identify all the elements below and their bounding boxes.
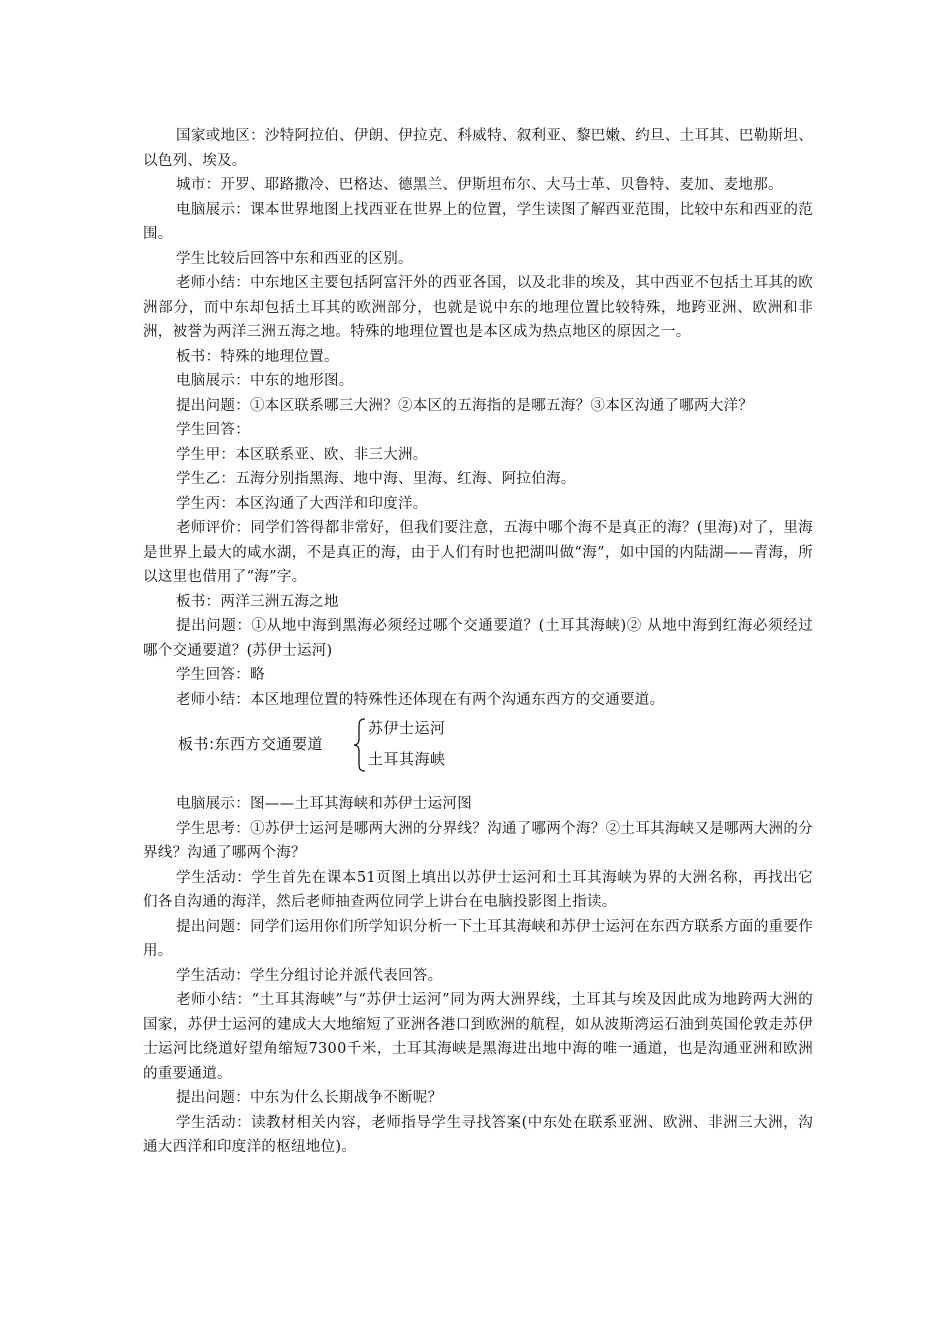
paragraph-teacher-summary-1: 老师小结：中东地区主要包括阿富汗外的西亚各国，以及北非的埃及，其中西亚不包括土耳其的欧洲部分，而中东却包括土耳其的欧洲部分，也就是说中东的地理位置比较特殊，地跨亚洲、欧洲和非洲，被誉为两洋三洲五海之地。特殊的地理位置也是本区成为热点地区的原因之一。 bbox=[143, 275, 813, 340]
paragraph-student-activity-1: 学生活动：学生首先在课本51页图上填出以苏伊士运河和土耳其海峡为界的大洲名称，再找出它们各自沟通的海洋，然后老师抽查两位同学上讲台在电脑投影图上指读。 bbox=[143, 869, 813, 910]
paragraph-board-1: 板书：特殊的地理位置。 bbox=[176, 348, 339, 365]
paragraph-board-2: 板书：两洋三洲五海之地 bbox=[176, 593, 339, 610]
paragraph-computer-show-strait: 电脑展示：图——土耳其海峡和苏伊士运河图 bbox=[176, 796, 472, 812]
paragraph-student-a: 学生甲：本区联系亚、欧、非三大洲。 bbox=[176, 446, 428, 463]
curly-brace-icon bbox=[353, 718, 367, 772]
board-diagram bbox=[143, 716, 813, 778]
document-page bbox=[143, 124, 813, 1160]
paragraph-student-activity-2: 学生活动：学生分组讨论并派代表回答。 bbox=[176, 967, 443, 984]
paragraph-question-1: 提出问题：①本区联系哪三大洲？②本区的五海指的是哪五海？③本区沟通了哪两大洋？ bbox=[176, 397, 754, 414]
board-item-suez-canal: 苏伊士运河 bbox=[368, 719, 446, 737]
text-block-bottom bbox=[143, 792, 813, 1160]
paragraph-cities: 城市：开罗、耶路撒冷、巴格达、德黑兰、伊斯坦布尔、大马士革、贝鲁特、麦加、麦地那。 bbox=[176, 177, 783, 193]
paragraph-student-b: 学生乙：五海分别指黑海、地中海、里海、红海、阿拉伯海。 bbox=[176, 471, 576, 487]
paragraph-teacher-evaluation: 老师评价：同学们答得都非常好，但我们要注意，五海中哪个海不是真正的海？(里海)对了，里海是世界上最大的咸水湖，不是真正的海，由于人们有时也把湖叫做“海”，如中国的内陆湖——青海，所以这里也借用了“海”字。 bbox=[143, 520, 813, 585]
paragraph-question-3: 提出问题：同学们运用你们所学知识分析一下土耳其海峡和苏伊士运河在东西方联系方面的重要作用。 bbox=[143, 918, 813, 959]
board-label: 板书:东西方交通要道 bbox=[178, 735, 324, 753]
paragraph-computer-show-terrain: 电脑展示：中东的地形图。 bbox=[176, 373, 354, 389]
paragraph-computer-show-map: 电脑展示：课本世界地图上找西亚在世界上的位置，学生读图了解西亚范围，比较中东和西亚的范围。 bbox=[143, 201, 813, 242]
paragraph-teacher-summary-3: 老师小结：“土耳其海峡”与“苏伊士运河”同为两大洲界线，土耳其与埃及因此成为地跨两大洲的国家，苏伊士运河的建成大大地缩短了亚洲各港口到欧洲的航程，如从波斯湾运石油到英国伦敦走苏伊士运河比绕道好望角缩短7300千米，土耳其海峡是黑海进出地中海的唯一通道，也是沟通亚洲和欧洲的重要通道。 bbox=[143, 992, 813, 1082]
paragraph-student-compare: 学生比较后回答中东和西亚的区别。 bbox=[176, 250, 413, 267]
paragraph-teacher-summary-2: 老师小结：本区地理位置的特殊性还体现在有两个沟通东西方的交通要道。 bbox=[176, 691, 665, 708]
paragraph-student-answer: 学生回答： bbox=[176, 422, 250, 438]
paragraph-question-2: 提出问题：①从地中海到黑海必须经过哪个交通要道？(土耳其海峡)② 从地中海到红海必须经过哪个交通要道？(苏伊士运河) bbox=[143, 618, 813, 659]
board-item-turkish-straits: 土耳其海峡 bbox=[368, 750, 446, 768]
paragraph-question-4: 提出问题：中东为什么长期战争不断呢？ bbox=[176, 1090, 443, 1106]
paragraph-countries: 国家或地区：沙特阿拉伯、伊朗、伊拉克、科威特、叙利亚、黎巴嫩、约旦、土耳其、巴勒斯坦、以色列、埃及。 bbox=[143, 128, 813, 169]
paragraph-student-think: 学生思考：①苏伊士运河是哪两大洲的分界线？沟通了哪两个海？②土耳其海峡又是哪两大洲的分界线？沟通了哪两个海？ bbox=[143, 820, 813, 861]
text-block-top bbox=[143, 124, 813, 712]
paragraph-student-activity-3: 学生活动：读教材相关内容，老师指导学生寻找答案(中东处在联系亚洲、欧洲、非洲三大洲，沟通大西洋和印度洋的枢纽地位)。 bbox=[143, 1114, 813, 1155]
paragraph-student-answer-brief: 学生回答：略 bbox=[176, 667, 265, 683]
paragraph-student-c: 学生丙：本区沟通了大西洋和印度洋。 bbox=[176, 495, 428, 512]
